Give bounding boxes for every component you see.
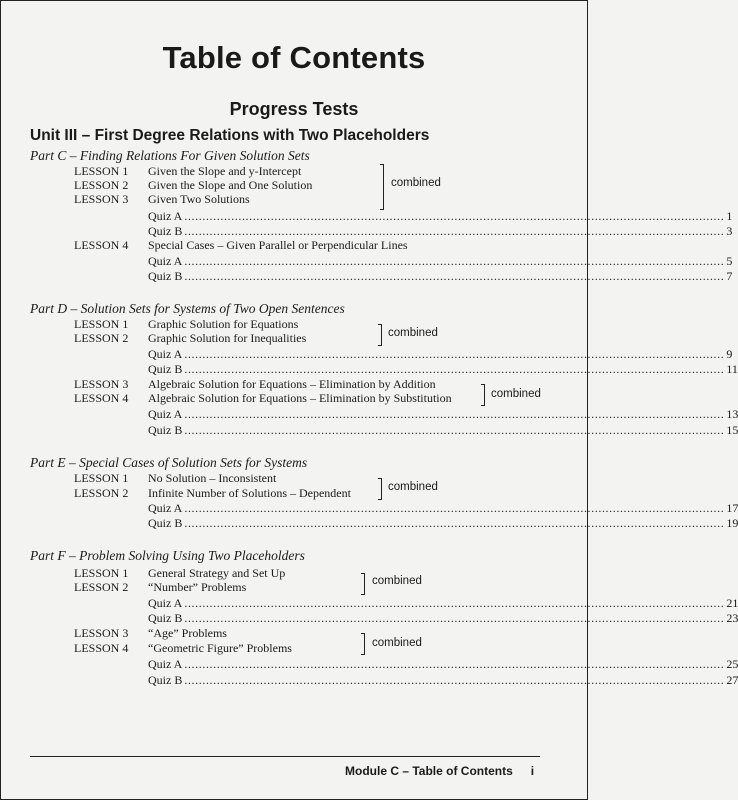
part-e-lesson-2-title: Infinite Number of Solutions – Dependent — [148, 486, 351, 500]
quiz-row[interactable]: Quiz B ...................................................................................................................................................... 19 — [148, 516, 738, 530]
page-title: Table of Contents — [162, 40, 426, 75]
quiz-row[interactable]: Quiz A ...................................................................................................................................................... 13 — [148, 407, 738, 421]
part-c-heading: Part C – Finding Relations For Given Solution Sets — [30, 148, 310, 163]
combined-bracket — [361, 573, 365, 595]
part-d-lesson-4-title: Algebraic Solution for Equations – Elimination by Substitution — [148, 391, 452, 405]
footer-text: Module C – Table of Contents — [345, 764, 513, 778]
part-c-lesson-3-title: Given Two Solutions — [148, 192, 250, 206]
part-c-lesson-2-id: LESSON 2 — [74, 178, 129, 192]
part-f-lesson-4-id: LESSON 4 — [74, 641, 129, 655]
part-f-lesson-1-id: LESSON 1 — [74, 566, 129, 580]
combined-label: combined — [388, 327, 438, 339]
quiz-row[interactable]: Quiz B ...................................................................................................................................................... 7 — [148, 269, 733, 283]
quiz-row[interactable]: Quiz A ...................................................................................................................................................... 1 — [148, 209, 733, 223]
part-f-lesson-2-title: “Number” Problems — [148, 580, 247, 594]
part-d-lesson-1-id: LESSON 1 — [74, 317, 129, 331]
part-c-lesson-1-id: LESSON 1 — [74, 164, 129, 178]
quiz-row[interactable]: Quiz A ...................................................................................................................................................... 17 — [148, 501, 738, 515]
combined-bracket — [378, 324, 382, 346]
part-f-lesson-2-id: LESSON 2 — [74, 580, 129, 594]
part-c-lesson-4-id: LESSON 4 — [74, 238, 129, 252]
quiz-row[interactable]: Quiz B ...................................................................................................................................................... 15 — [148, 423, 738, 437]
combined-bracket — [361, 633, 365, 655]
combined-bracket — [378, 478, 382, 500]
combined-label: combined — [491, 388, 541, 400]
part-f-lesson-3-title: “Age” Problems — [148, 626, 227, 640]
quiz-row[interactable]: Quiz A ...................................................................................................................................................... 25 — [148, 657, 738, 671]
combined-label: combined — [372, 637, 422, 649]
part-d-lesson-1-title: Graphic Solution for Equations — [148, 317, 299, 331]
part-c-lesson-2-title: Given the Slope and One Solution — [148, 178, 313, 192]
quiz-row[interactable]: Quiz A ...................................................................................................................................................... 5 — [148, 254, 733, 268]
part-d-lesson-4-id: LESSON 4 — [74, 391, 129, 405]
part-d-heading: Part D – Solution Sets for Systems of Two Open Sentences — [30, 301, 345, 316]
footer — [345, 764, 534, 778]
part-d-lesson-3-title: Algebraic Solution for Equations – Elimination by Addition — [148, 377, 436, 391]
part-e-lesson-2-id: LESSON 2 — [74, 486, 129, 500]
part-e-lesson-1-title: No Solution – Inconsistent — [148, 471, 277, 485]
combined-label: combined — [391, 177, 441, 189]
footer-rule — [30, 756, 540, 757]
part-f-lesson-3-id: LESSON 3 — [74, 626, 129, 640]
part-f-lesson-4-title: “Geometric Figure” Problems — [148, 641, 292, 655]
quiz-row[interactable]: Quiz A ...................................................................................................................................................... 21 — [148, 596, 738, 610]
part-c-lesson-3-id: LESSON 3 — [74, 192, 129, 206]
part-f-heading: Part F – Problem Solving Using Two Placeholders — [30, 548, 305, 563]
part-d-lesson-2-title: Graphic Solution for Inequalities — [148, 331, 307, 345]
combined-bracket — [481, 384, 485, 406]
combined-label: combined — [388, 481, 438, 493]
section-subtitle: Progress Tests — [229, 99, 359, 119]
quiz-row[interactable]: Quiz B ...................................................................................................................................................... 11 — [148, 362, 738, 376]
part-d-lesson-2-id: LESSON 2 — [74, 331, 129, 345]
part-f-lesson-1-title: General Strategy and Set Up — [148, 566, 286, 580]
part-e-heading: Part E – Special Cases of Solution Sets for Systems — [30, 455, 308, 470]
quiz-row[interactable]: Quiz B ...................................................................................................................................................... 23 — [148, 611, 738, 625]
combined-bracket — [380, 164, 384, 210]
quiz-row[interactable]: Quiz B ...................................................................................................................................................... 3 — [148, 224, 733, 238]
quiz-row[interactable]: Quiz A ...................................................................................................................................................... 9 — [148, 347, 733, 361]
combined-label: combined — [372, 575, 422, 587]
unit-heading: Unit III – First Degree Relations with Two Placeholders — [30, 127, 430, 144]
part-c-lesson-1-title: Given the Slope and y-Intercept — [148, 164, 302, 178]
part-c-lesson-4-title: Special Cases – Given Parallel or Perpendicular Lines — [148, 238, 408, 252]
footer-page-number: i — [530, 764, 535, 778]
quiz-row[interactable]: Quiz B ...................................................................................................................................................... 27 — [148, 673, 738, 687]
part-d-lesson-3-id: LESSON 3 — [74, 377, 129, 391]
part-e-lesson-1-id: LESSON 1 — [74, 471, 129, 485]
